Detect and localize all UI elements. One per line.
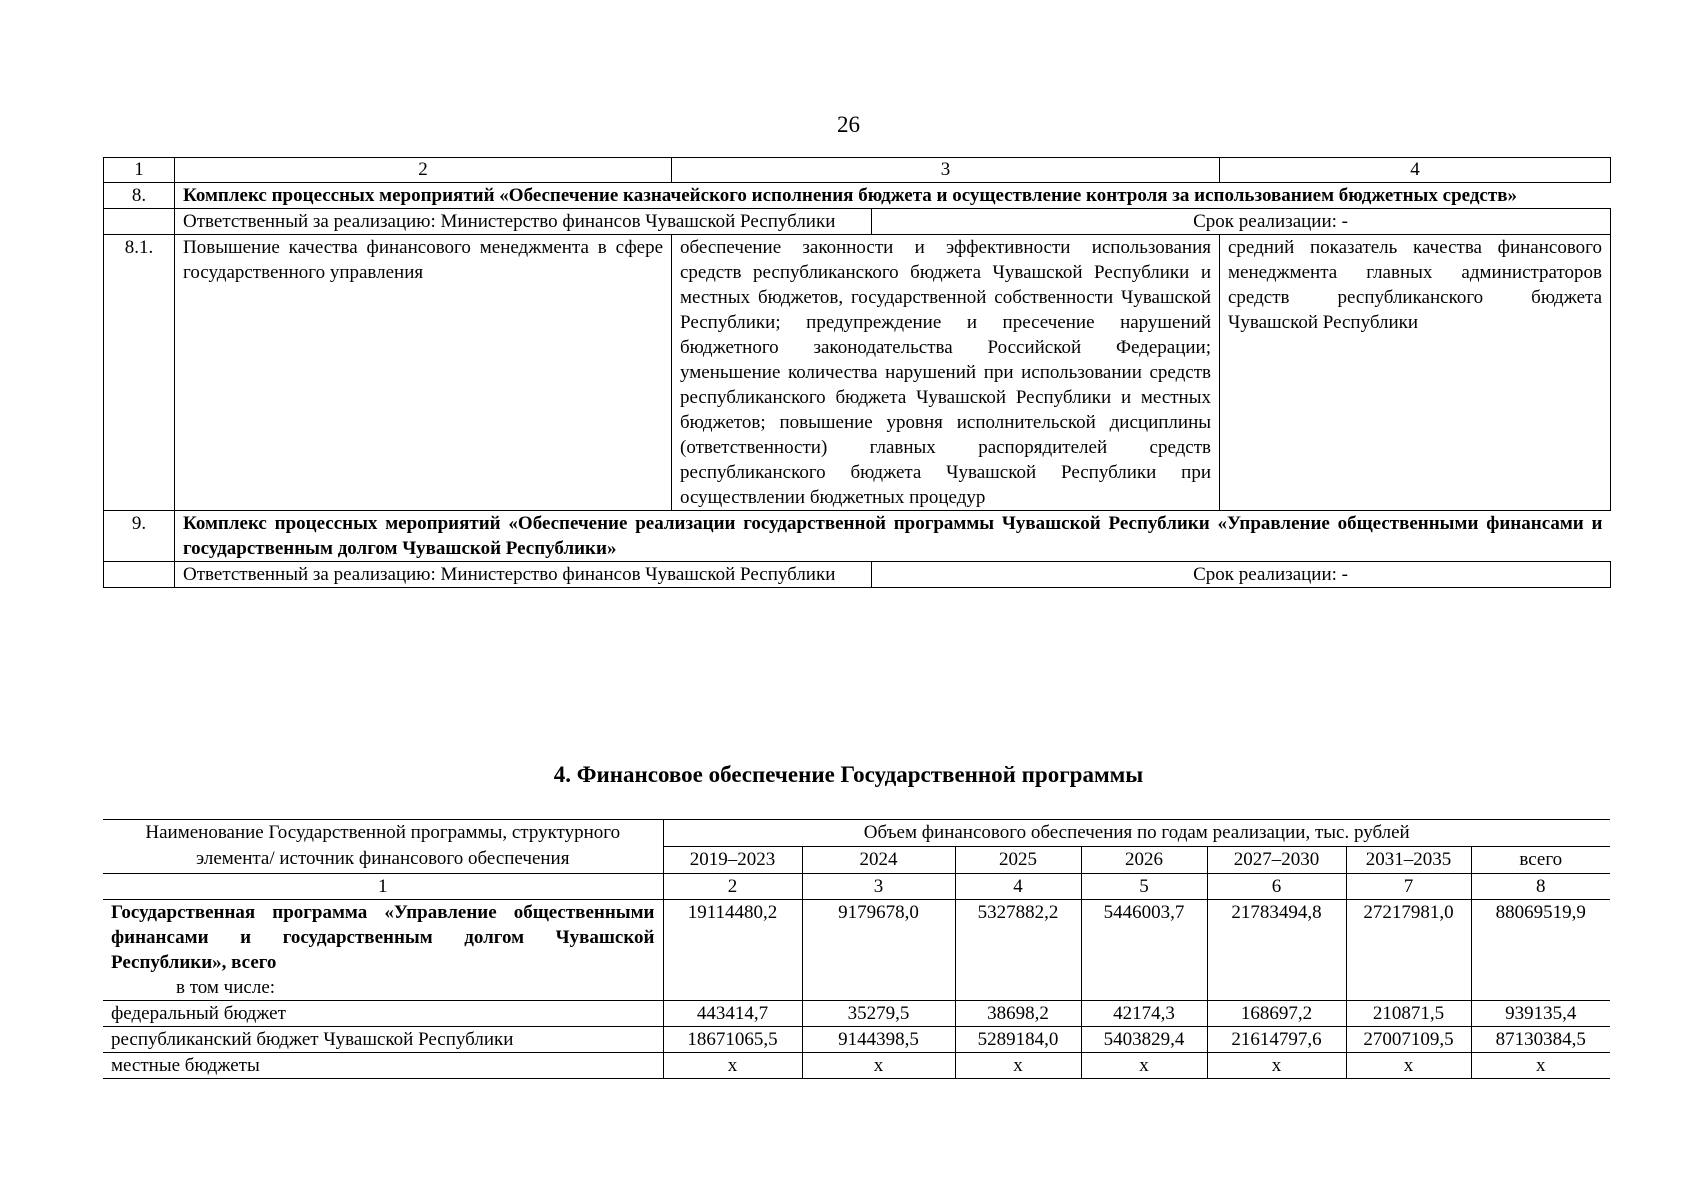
- value-cell: 939135,4: [1471, 1001, 1610, 1027]
- value-cell: 27217981,0: [1346, 900, 1471, 1001]
- column-number: 4: [1220, 158, 1611, 183]
- column-number-row: [103, 874, 1610, 900]
- effects-text: обеспечение законности и эффективности использования средств республиканского бюджета Чувашской Республики и местных бюджетов, государственной собственности Чувашской Республики; предупреждение и пресечение нарушений бюджетного законодательства Российской Федерации; уменьшение количества нарушений при использовании средств республиканского бюджета Чувашской Республики и местных бюджетов; повышение уровня исполнительской дисциплины (ответственности) главных распорядителей средств республиканского бюджета Чувашской Республики при осуществлении бюджетных процедур: [672, 235, 1220, 511]
- column-number: 2: [663, 874, 802, 900]
- column-number: 1: [103, 874, 663, 900]
- responsible-cell: [175, 209, 1611, 235]
- section-row-8: [104, 183, 1611, 209]
- value-cell: 21783494,8: [1207, 900, 1346, 1001]
- section-heading: 4. Финансовое обеспечение Государственной программы: [553, 762, 1144, 787]
- responsible-cell: [175, 562, 1611, 588]
- value-cell: 21614797,6: [1207, 1027, 1346, 1053]
- row-number: 8.: [104, 183, 175, 209]
- value-cell: 5327882,2: [955, 900, 1081, 1001]
- value-cell: 88069519,9: [1471, 900, 1610, 1001]
- term-text: Срок реализации: -: [1193, 211, 1348, 232]
- row-number: 8.1.: [104, 235, 175, 511]
- period-header: 2031–2035: [1346, 847, 1471, 874]
- indicator-text: средний показатель качества финансового менеджмента главных администраторов средств республиканского бюджета Чувашской Республики: [1220, 235, 1611, 511]
- row-label: местные бюджеты: [103, 1053, 663, 1079]
- value-cell: х: [1346, 1053, 1471, 1079]
- financing-table: [103, 819, 1610, 1079]
- term-text: Срок реализации: -: [1193, 564, 1348, 585]
- table-row: [103, 1053, 1610, 1079]
- period-header: 2027–2030: [1207, 847, 1346, 874]
- value-cell: 9179678,0: [802, 900, 955, 1001]
- period-header: 2026: [1081, 847, 1207, 874]
- responsible-text: Ответственный за реализацию: Министерство финансов Чувашской Республики: [183, 562, 872, 587]
- value-cell: 19114480,2: [663, 900, 802, 1001]
- value-cell: 9144398,5: [802, 1027, 955, 1053]
- program-total-row: [103, 900, 1610, 1001]
- row-number-empty: [104, 209, 175, 235]
- value-cell: х: [1471, 1053, 1610, 1079]
- section-row-9: [104, 511, 1611, 562]
- value-cell: 5446003,7: [1081, 900, 1207, 1001]
- value-cell: 5289184,0: [955, 1027, 1081, 1053]
- period-header: 2024: [802, 847, 955, 874]
- header-row: [103, 820, 1610, 847]
- column-number: 6: [1207, 874, 1346, 900]
- value-cell: х: [663, 1053, 802, 1079]
- column-number: 7: [1346, 874, 1471, 900]
- value-cell: 443414,7: [663, 1001, 802, 1027]
- table-row: [103, 1027, 1610, 1053]
- table-row: [103, 1001, 1610, 1027]
- column-number: 2: [175, 158, 672, 183]
- column-number: 4: [955, 874, 1081, 900]
- value-cell: 38698,2: [955, 1001, 1081, 1027]
- measure-row-8-1: [104, 235, 1611, 511]
- column-number: 8: [1471, 874, 1610, 900]
- page-number: 26: [837, 112, 860, 137]
- value-cell: 18671065,5: [663, 1027, 802, 1053]
- section-title: Комплекс процессных мероприятий «Обеспечение казначейского исполнения бюджета и осуществление контроля за использованием бюджетных средств»: [175, 183, 1611, 209]
- value-cell: х: [802, 1053, 955, 1079]
- section-title: Комплекс процессных мероприятий «Обеспечение реализации государственной программы Чувашской Республики «Управление общественными финансами и государственным долгом Чувашской Республики»: [175, 511, 1611, 562]
- program-label: Государственная программа «Управление общественными финансами и государственным долгом Чувашской Республики», всего: [111, 902, 655, 973]
- period-header: 2025: [955, 847, 1081, 874]
- measures-table: [103, 157, 1611, 588]
- header-name: Наименование Государственной программы, структурного элемента/ источник финансового обеспечения: [103, 820, 663, 874]
- period-header: 2019–2023: [663, 847, 802, 874]
- value-cell: 5403829,4: [1081, 1027, 1207, 1053]
- row-number-empty: [104, 562, 175, 588]
- including-label: в том числе:: [176, 977, 276, 998]
- row-label: федеральный бюджет: [103, 1001, 663, 1027]
- responsible-row-9: [104, 562, 1611, 588]
- column-number: 3: [672, 158, 1220, 183]
- responsible-row-8: [104, 209, 1611, 235]
- value-cell: 27007109,5: [1346, 1027, 1471, 1053]
- value-cell: 42174,3: [1081, 1001, 1207, 1027]
- header-volume: Объем финансового обеспечения по годам реализации, тыс. рублей: [663, 820, 1610, 847]
- value-cell: х: [955, 1053, 1081, 1079]
- period-header: всего: [1471, 847, 1610, 874]
- column-number: 5: [1081, 874, 1207, 900]
- value-cell: 210871,5: [1346, 1001, 1471, 1027]
- row-number: 9.: [104, 511, 175, 562]
- column-number: 1: [104, 158, 175, 183]
- task-text: Повышение качества финансового менеджмента в сфере государственного управления: [175, 235, 672, 511]
- column-number-row: [104, 158, 1611, 183]
- row-label: республиканский бюджет Чувашской Республики: [103, 1027, 663, 1053]
- program-label-cell: [103, 900, 663, 1001]
- value-cell: 87130384,5: [1471, 1027, 1610, 1053]
- value-cell: х: [1207, 1053, 1346, 1079]
- responsible-text: Ответственный за реализацию: Министерство финансов Чувашской Республики: [183, 209, 872, 234]
- value-cell: 35279,5: [802, 1001, 955, 1027]
- value-cell: 168697,2: [1207, 1001, 1346, 1027]
- value-cell: х: [1081, 1053, 1207, 1079]
- column-number: 3: [802, 874, 955, 900]
